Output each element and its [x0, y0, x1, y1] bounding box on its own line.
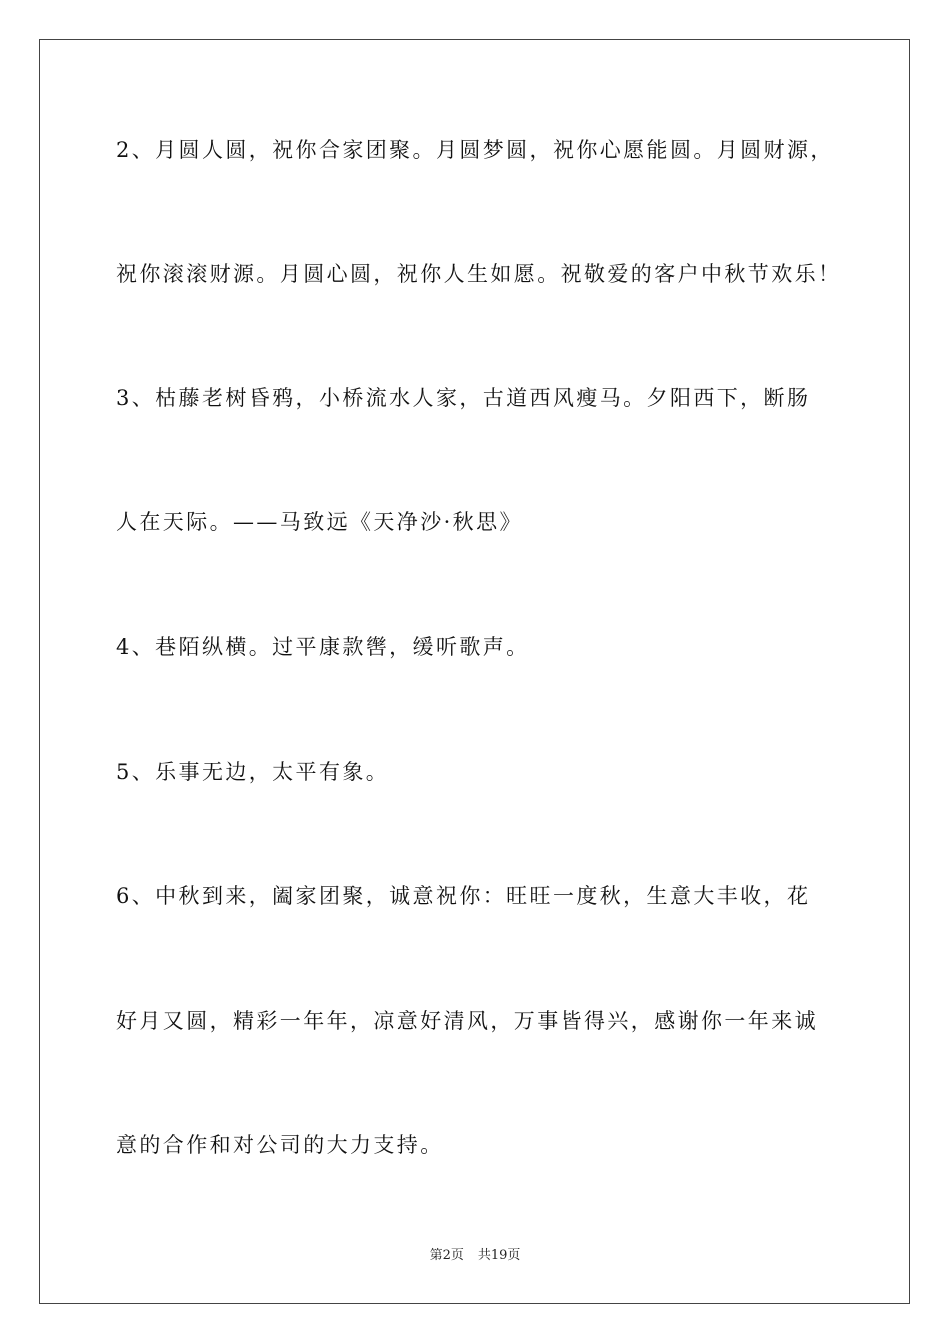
- paragraph-6-line-2: 好月又圆，精彩一年年，凉意好清风，万事皆得兴，感谢你一年来诚: [116, 1009, 818, 1033]
- paragraph-3-line-2: 人在天际。——马致远《天净沙·秋思》: [116, 510, 523, 534]
- paragraph-2-line-1: 2、月圆人圆，祝你合家团聚。月圆梦圆，祝你心愿能圆。月圆财源，: [116, 138, 834, 162]
- paragraph-6-line-1: 6、中秋到来，阖家团聚，诚意祝你：旺旺一度秋，生意大丰收，花: [116, 884, 811, 908]
- paragraph-5-line-1: 5、乐事无边，太平有象。: [116, 760, 390, 784]
- page-footer: [0, 1247, 950, 1265]
- paragraph-3-line-1: 3、枯藤老树昏鸦，小桥流水人家，古道西风瘦马。夕阳西下，断肠: [116, 386, 811, 410]
- paragraph-2-line-2: 祝你滚滚财源。月圆心圆，祝你人生如愿。祝敬爱的客户中秋节欢乐！: [116, 262, 842, 286]
- page-border: [39, 39, 910, 1304]
- page-number: 第2页: [429, 1248, 464, 1263]
- paragraph-6-line-3: 意的合作和对公司的大力支持。: [116, 1133, 444, 1157]
- paragraph-4-line-1: 4、巷陌纵横。过平康款辔，缓听歌声。: [116, 635, 530, 659]
- page-total: 共19页: [477, 1248, 521, 1263]
